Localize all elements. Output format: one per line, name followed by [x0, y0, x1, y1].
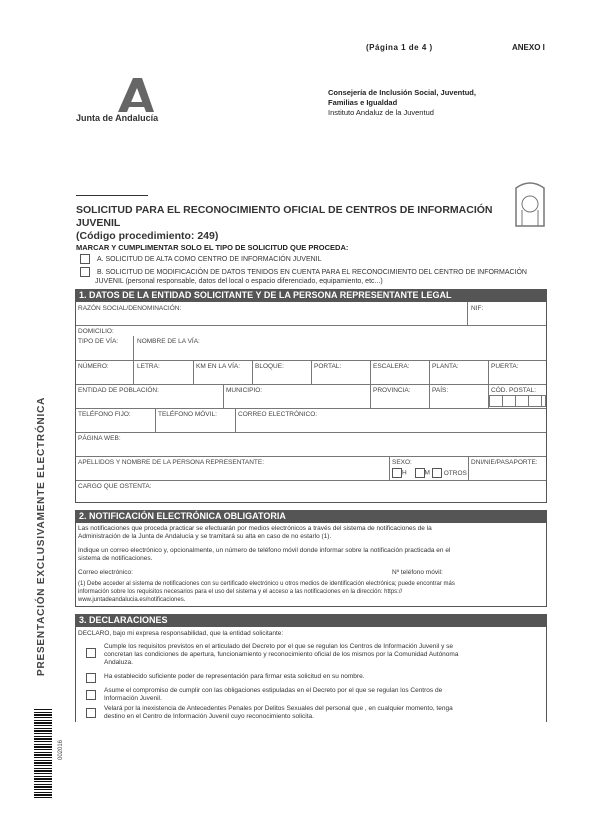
notif-note2: información sobre los requisitos necesarios para el uso del sistema y el acceso a las notificaciones en la dirección: https://	[78, 589, 403, 595]
divider	[76, 480, 546, 481]
divider	[76, 384, 546, 385]
cargo-label: CARGO QUE OSTENTA:	[78, 483, 152, 490]
title-line2: (Código procedimiento: 249)	[76, 230, 219, 242]
section1-title: 1. DATOS DE LA ENTIDAD SOLICITANTE Y DE LA PERSONA REPRESENTANTE LEGAL	[75, 289, 547, 301]
option-b-label: B. SOLICITUD DE MODIFICACIÓN DE DATOS TENIDOS EN CUENTA PARA EL RECONOCIMIENTO DEL CENTRO DE INFORMACIÓN	[96, 268, 527, 276]
page-number: (Página 1 de 4 )	[366, 43, 433, 52]
department-line3: Instituto Andaluz de la Juventud	[328, 108, 434, 117]
sexo-otros-checkbox[interactable]	[432, 468, 442, 478]
option-b-row	[80, 267, 527, 286]
portal-label: PORTAL:	[314, 363, 342, 370]
divider	[488, 360, 489, 384]
divider	[468, 456, 469, 480]
option-a-row	[80, 254, 322, 264]
divider	[223, 384, 224, 408]
postal-digit-box[interactable]	[502, 395, 516, 407]
notif-p2a: Indique un correo electrónico y, opcionalmente, un número de teléfono móvil donde informar sobre la notificación practicada en el	[78, 547, 451, 554]
divider	[155, 408, 156, 432]
department-block	[328, 88, 476, 118]
declaration-1c: Andaluza.	[104, 659, 133, 666]
divider	[235, 408, 236, 432]
divider	[76, 325, 546, 326]
puerta-label: PUERTA:	[491, 363, 519, 370]
section3-title: 3. DECLARACIONES	[75, 614, 547, 626]
sexo-m-checkbox[interactable]	[415, 468, 425, 478]
divider	[252, 360, 253, 384]
divider	[76, 456, 546, 457]
divider	[133, 336, 134, 360]
planta-label: PLANTA:	[432, 363, 459, 370]
annex-label: ANEXO I	[512, 43, 545, 52]
sexo-options	[392, 468, 467, 478]
option-b-checkbox[interactable]	[80, 267, 90, 277]
divider	[76, 408, 546, 409]
section3-box	[75, 626, 547, 722]
notif-note3: www.juntadeandalucia.es/notificaciones.	[78, 597, 186, 603]
provincia-label: PROVINCIA:	[373, 387, 411, 394]
divider	[370, 384, 371, 408]
sexo-h-checkbox[interactable]	[392, 468, 402, 478]
section2-box	[75, 522, 547, 607]
pais-label: PAÍS:	[432, 387, 449, 394]
request-type-instruction: MARCAR Y CUMPLIMENTAR SOLO EL TIPO DE SOLICITUD QUE PROCEDA:	[76, 243, 349, 252]
option-a-label: A. SOLICITUD DE ALTA COMO CENTRO DE INFORMACIÓN JUVENIL	[96, 255, 322, 263]
section1-form	[75, 301, 547, 503]
escalera-label: ESCALERA:	[373, 363, 410, 370]
logo-text: Junta de Andalucía	[76, 113, 159, 123]
declaration-1a: Cumple los requisitos previstos en el articulado del Decreto por el que se regulan los Centros de Información Juvenil y se	[104, 643, 454, 650]
declaration-4a: Velará por la inexistencia de Antecedentes Penales por Delitos Sexuales del personal que , en cualquier momento, tenga	[104, 705, 453, 712]
declaration-2-checkbox[interactable]	[86, 673, 96, 683]
numero-label: NÚMERO:	[78, 363, 109, 370]
domicilio-label: DOMICILIO:	[78, 328, 114, 335]
notif-p1a: Las notificaciones que proceda practicar se efectuarán por medios electrónicos a través del sistema de notificaciones de la	[78, 525, 432, 532]
declaration-1b: concretan las condiciones de apertura, funcionamiento y reconocimiento oficial de los mismos por la Comunidad Autónoma	[104, 651, 459, 658]
telefono-movil-label: TELÉFONO MÓVIL:	[158, 411, 217, 418]
declaration-3b: Información Juvenil.	[104, 695, 162, 702]
electronic-only-vertical-text: PRESENTACIÓN EXCLUSIVAMENTE ELECTRÓNICA	[36, 396, 47, 676]
sexo-otros-label: OTROS	[443, 469, 467, 477]
pagina-web-label: PÁGINA WEB:	[78, 435, 121, 442]
department-line1: Consejería de Inclusión Social, Juventud,	[328, 88, 476, 97]
declaration-4-checkbox[interactable]	[86, 708, 96, 718]
entidad-poblacion-label: ENTIDAD DE POBLACIÓN:	[78, 387, 159, 394]
divider	[429, 384, 430, 408]
sexo-label: SEXO:	[392, 459, 412, 466]
letra-label: LETRA:	[137, 363, 160, 370]
sexo-m-label: M	[424, 469, 430, 477]
divider	[193, 360, 194, 384]
notif-correo-label: Correo electrónico:	[78, 569, 133, 576]
form-code: 002016	[58, 739, 64, 760]
bloque-label: BLOQUE:	[255, 363, 284, 370]
declaration-2: Ha establecido suficiente poder de representación para firmar esta solicitud en su nombre.	[104, 673, 365, 680]
divider	[467, 302, 468, 325]
postal-digit-box[interactable]	[489, 395, 503, 407]
postal-digit-box[interactable]	[528, 395, 542, 407]
postal-digit-box[interactable]	[515, 395, 529, 407]
divider	[429, 360, 430, 384]
barcode-icon	[34, 708, 52, 798]
notif-movil-label: Nº teléfono móvil:	[392, 569, 443, 576]
correo-label: CORREO ELECTRÓNICO:	[238, 411, 318, 418]
sexo-h-label: H	[402, 469, 407, 477]
declaration-1-checkbox[interactable]	[86, 648, 96, 658]
section2-title: 2. NOTIFICACIÓN ELECTRÓNICA OBLIGATORIA	[75, 510, 547, 522]
notif-note1: (1) Debe acceder al sistema de notificaciones con su certificado electrónico u otros medios de identificación electrónica; puede encontrar más	[78, 581, 455, 587]
telefono-fijo-label: TELÉFONO FIJO:	[78, 411, 131, 418]
divider	[370, 360, 371, 384]
divider	[76, 432, 546, 433]
title-line1: SOLICITUD PARA EL RECONOCIMIENTO OFICIAL DE CENTROS DE INFORMACIÓN JUVENIL	[76, 204, 493, 229]
nif-label: NIF:	[471, 305, 484, 312]
declaration-3a: Asume el compromiso de cumplir con las obligaciones estipuladas en el Decreto por el que se regulan los Centros de	[104, 687, 443, 694]
notif-p2b: sistema de notificaciones.	[78, 555, 153, 562]
notif-p1b: Administración de la Junta de Andalucía y se tramitará su alta en caso de no estarlo (1).	[78, 533, 332, 540]
representante-label: APELLIDOS Y NOMBRE DE LA PERSONA REPRESENTANTE:	[78, 459, 265, 466]
divider	[311, 360, 312, 384]
razon-social-label: RAZÓN SOCIAL/DENOMINACIÓN:	[78, 305, 182, 312]
option-a-checkbox[interactable]	[80, 254, 90, 264]
municipio-label: MUNICIPIO:	[226, 387, 263, 394]
andalucia-shield-icon	[512, 180, 548, 228]
declaration-4b: destino en el Centro de Información Juvenil cuyo reconocimiento solicita.	[104, 713, 314, 720]
cod-postal-label: CÓD. POSTAL:	[491, 387, 537, 394]
divider	[389, 456, 390, 480]
declare-intro: DECLARO, bajo mi expresa responsabilidad, que la entidad solicitante:	[78, 630, 284, 637]
option-b-label-2: JUVENIL (personal responsable, datos del local o espacio diferenciado, equipamiento, etc...)	[95, 278, 383, 285]
dni-label: DNI/NIE/PASAPORTE:	[471, 459, 538, 466]
form-title	[76, 204, 506, 243]
divider	[133, 360, 134, 384]
postal-digit-box[interactable]	[541, 395, 546, 407]
title-rule	[76, 195, 148, 196]
department-line2: Familias e Igualdad	[328, 98, 398, 107]
nombre-via-label: NOMBRE DE LA VÍA:	[137, 338, 200, 345]
km-label: KM EN LA VÍA:	[196, 363, 241, 370]
tipo-via-label: TIPO DE VÍA:	[78, 338, 119, 345]
declaration-3-checkbox[interactable]	[86, 690, 96, 700]
